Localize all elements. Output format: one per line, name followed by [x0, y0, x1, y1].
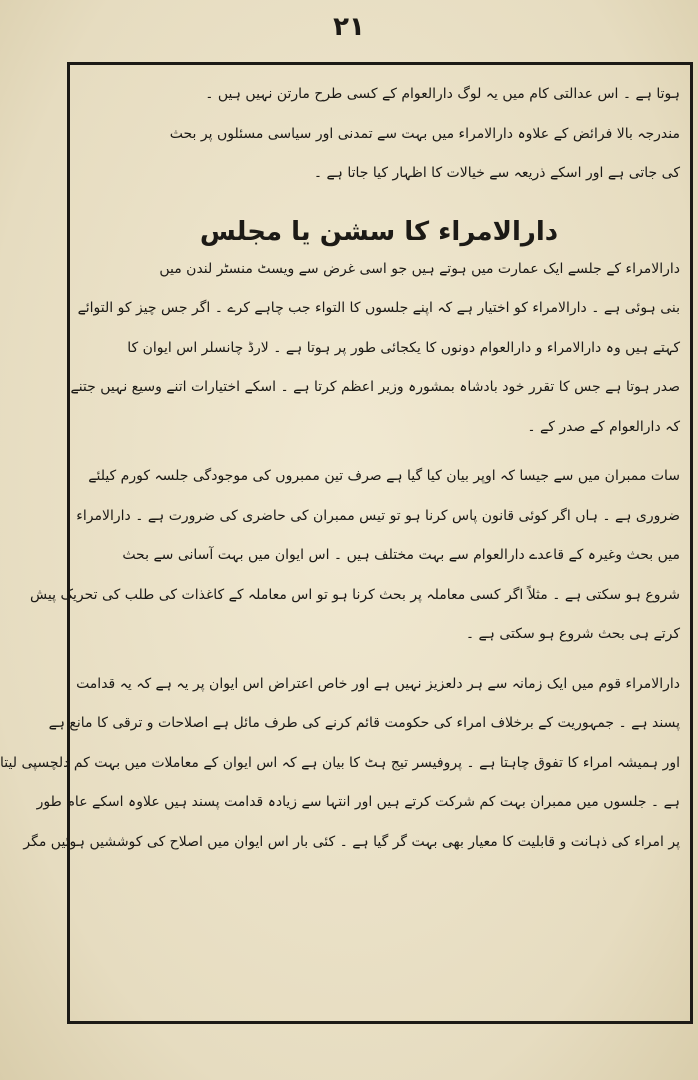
text-line: دارالامراء قوم میں ایک زمانہ سے ہر دلعزیز نہیں ہے اور خاص اعتراض اس ایوان پر یہ ہے کہ یہ قدامت: [76, 675, 680, 692]
section-heading: دارالامراء کا سشن یا مجلس: [199, 216, 559, 247]
text-line: بنی ہوئی ہے ۔ دارالامراء کو اختیار ہے کہ اپنے جلسوں کا التواء جب چاہے کرے ۔ اگر جس چیز کو التوائے: [77, 300, 680, 316]
text-line: کہ دارالعوام کے صدر کے ۔: [527, 418, 680, 435]
text-line: میں بحث وغیرہ کے قاعدے دارالعوام سے بہت مختلف ہیں ۔ اس ایوان میں بہت آسانی سے بحث: [122, 547, 680, 563]
paragraph-gap: [78, 665, 680, 675]
paragraph-gap: [78, 457, 680, 467]
text-line: ہوتا ہے ۔ اس عدالتی کام میں یہ لوگ دارالعوام کے کسی طرح مارتن نہیں ہیں ۔: [205, 86, 680, 102]
text-line: ضروری ہے ۔ ہاں اگر کوئی قانون پاس کرنا ہو تو تیس ممبران کی حاضری کی ضرورت ہے ۔ دارالامراء: [76, 507, 680, 524]
text-line: اور ہمیشہ امراء کا تفوق چاہتا ہے ۔ پروفیسر تیج ہٹ کا بیان ہے کہ اس ایوان کے معاملات میں بہت کم دلچسپی لیتا: [0, 754, 680, 771]
text-line: کہتے ہیں وہ دارالامراء و دارالعوام دونوں کا یکجائی طور پر ہوتا ہے ۔ لارڈ چانسلر اس ایوان کا: [127, 339, 680, 356]
text-line: پر امراء کی ذہانت و قابلیت کا معیار بھی بہت گر گیا ہے ۔ کئی بار اس ایوان میں اصلاح کی کوششیں ہوئیں مگر: [23, 833, 680, 850]
text-line: کی جاتی ہے اور اسکے ذریعہ سے خیالات کا اظہار کیا جاتا ہے ۔: [313, 165, 680, 181]
text-line: دارالامراء کے جلسے ایک عمارت میں ہوتے ہیں جو اسی غرض سے ویسٹ منسٹر لندن میں: [159, 260, 680, 277]
text-line: شروع ہو سکتی ہے ۔ مثلاً اگر کسی معاملہ پر بحث کرنا ہو تو اس معاملہ کے کاغذات کی طلب کی تحریک پیش: [30, 586, 680, 603]
paragraph-quorum: [30, 467, 680, 665]
text-line: پسند ہے ۔ جمہوریت کے برخلاف امراء کی حکومت قائم کرنے کی طرف مائل ہے اصلاحات و ترقی کا مانع ہے: [48, 715, 680, 731]
paragraph-criticism: [0, 675, 680, 873]
paragraph-session: [70, 260, 680, 458]
text-line: کرتے ہی بحث شروع ہو سکتی ہے ۔: [465, 626, 680, 642]
text-line: سات ممبران میں سے جیسا کہ اوپر بیان کیا گیا ہے صرف تین ممبروں کی موجودگی جلسہ کورم کیلئے: [88, 468, 680, 484]
text-line: صدر ہوتا ہے جس کا تقرر خود بادشاہ بمشورہ وزیر اعظم کرتا ہے ۔ اسکے اختیارات اتنے وسیع نہیں جتنے: [70, 379, 680, 395]
text-line: مندرجہ بالا فرائض کے علاوہ دارالامراء میں بہت سے تمدنی اور سیاسی مسئلوں پر بحث: [169, 125, 680, 142]
text-frame: [0, 62, 693, 1024]
intro-paragraph: [78, 85, 680, 204]
text-line: ہے ۔ جلسوں میں ممبران بہت کم شرکت کرتے ہیں اور انتہا سے زیادہ قدامت پسند ہیں علاوہ اسکے عام طور: [36, 794, 680, 810]
page-number: ۲۱: [333, 12, 365, 42]
